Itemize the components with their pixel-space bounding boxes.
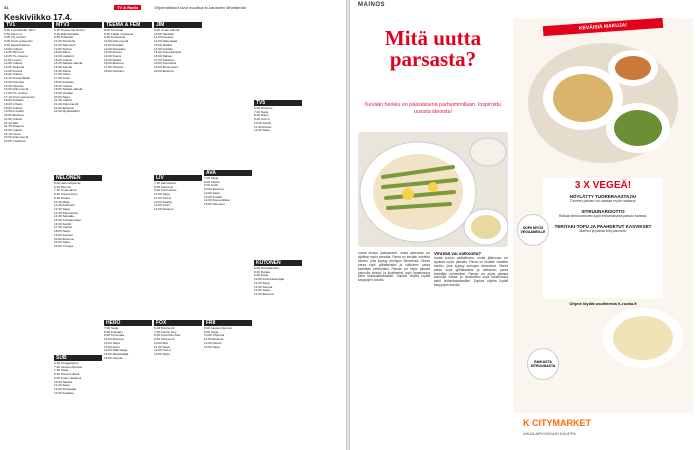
program-item: 9.00 Sarja: [204, 329, 219, 334]
program-item: 15.15 Salatut elämät: [54, 61, 83, 66]
program-item: 11.00 Elokuva: [204, 337, 224, 342]
program-item: 21.00 Uutiset: [4, 116, 23, 121]
program-item: 12.00 Pelastajat: [54, 386, 77, 391]
program-item: 14.00 Kotitalo: [154, 46, 173, 51]
program-item: 13.00 Kotiäiti: [204, 194, 222, 199]
program-item: 23.30 Myöhäisillan: [54, 109, 80, 114]
ad-item3-text: Marinoi ja paista tofu pannulla.: [579, 229, 627, 233]
program-item: 8.00 Kokkailu: [104, 329, 123, 334]
program-item: 10.00 Elokuva: [104, 337, 124, 342]
article-subheading: Vihreää vai valkoista?: [434, 252, 481, 256]
program-item: 10.00 Ohjelma: [204, 333, 225, 338]
program-item: 17.30 Kodit: [54, 76, 70, 81]
program-item: 15.00 Metsästäjät: [104, 351, 129, 356]
program-item: 10.00 Sankarit: [154, 31, 174, 36]
program-item: 17.00 Ostos: [54, 72, 71, 77]
program-item: 14.00 Elokuva: [254, 291, 274, 296]
program-item: 10.00 Dokumentti: [104, 39, 129, 44]
program-item: 19.30 A-studio: [4, 109, 24, 114]
program-item: 23.00 Yösarja: [54, 243, 74, 248]
program-item: 20.00 Elokuva: [154, 68, 174, 73]
program-item: 9.00 Suunnittelu: [154, 188, 177, 193]
tv-column-hero: [104, 320, 152, 445]
program-item: 7.00 Sarja: [254, 109, 269, 114]
headline: Mitä uutta parsasta?: [384, 26, 482, 71]
program-item: 18.00 Kotikatu: [54, 79, 74, 84]
program-item: 12.05 Tarinoita: [4, 65, 25, 70]
program-item: 10.00 Keittiö: [254, 120, 272, 125]
program-item: 10.00 Sarja: [154, 192, 170, 197]
day-heading: Keskiviikko 17.4.: [4, 12, 73, 22]
program-item: 12.30 Sarja: [54, 206, 70, 211]
channel-name: TV1: [4, 22, 52, 28]
program-item: 9.00 Toimintaa: [104, 333, 125, 338]
program-item: 10.00 Elokuva: [204, 187, 224, 192]
program-item: 11.00 Kauppa: [154, 35, 174, 40]
program-item: 13.00 Arkisto: [104, 50, 122, 55]
program-item: 15.00 Kauneus: [204, 201, 225, 206]
program-item: 22.00 Sarja: [54, 240, 70, 245]
program-item: 11.00 Sarja: [154, 344, 170, 349]
program-item: 6.00 Aamuohjelmat: [54, 181, 81, 185]
program-item: 11.00 Tosi-tv: [154, 195, 172, 200]
tv-column-nelonen: [54, 175, 102, 300]
program-item: 11.00 Sarja: [254, 280, 270, 285]
tv-column-tv5: [254, 100, 302, 250]
program-item: 17.00 Kalastus: [154, 57, 175, 62]
program-item: 18.30 Urheilu: [4, 102, 23, 107]
program-item: 23.00 Dokumentti: [4, 135, 29, 140]
program-item: 18.30 Uutiset: [54, 83, 73, 88]
program-item: 9.50 Kotikokki: [54, 35, 74, 40]
program-item: 11.00 Luonto: [4, 57, 22, 62]
program-item: 10.00 Kodinrakentajat: [254, 277, 285, 282]
advert-page: [350, 0, 696, 450]
program-item: 20.00 Sarja: [54, 94, 70, 99]
program-item: 8.00 Kauneus: [154, 184, 174, 189]
program-item: 8.00 American Dad: [154, 333, 181, 338]
program-item: 7.00 Family Guy: [154, 329, 177, 334]
header-note: Ohjelmatiedot sivut muuttua tv-kanavien lähettämän: [154, 5, 247, 10]
citymarket-logo: K CITYMARKET: [523, 418, 591, 428]
program-item: 14.00 Uutiset: [4, 72, 23, 77]
program-item: 13.00 Matkat: [154, 42, 172, 47]
channel-name: FOX: [154, 320, 202, 326]
program-item: 12.00 Tarinat: [54, 46, 72, 51]
program-item: 21.30 Dokumentti: [54, 102, 79, 107]
program-item: 12.00 Sarja: [104, 340, 120, 345]
ad-item3-title: TERIYAKI-TOFU JA PAAHDETUT KASVIKSET: [554, 224, 652, 229]
program-item: 19.00 Bordertown: [154, 65, 179, 70]
citymarket-ad: [513, 18, 693, 446]
program-item: 13.00 Sarja: [254, 288, 270, 293]
program-item: 13.00 Autot: [104, 344, 120, 349]
program-item: 19.00 Roiston: [54, 232, 74, 237]
program-item: 15.00 Uutiset: [54, 57, 73, 62]
program-item: 15.00 Sarja: [204, 344, 220, 349]
program-item: 10.00 Uutiset: [4, 46, 23, 51]
program-item: 22.00 Elokuva: [54, 105, 74, 110]
channel-name: KUTONEN: [254, 260, 302, 266]
program-item: 12.00 Sarja: [254, 128, 270, 133]
program-item: 19.00 Salatut elämät: [54, 87, 83, 92]
program-item: 16.00 Kauniit: [54, 65, 73, 70]
program-item: 15.30 Historia: [4, 83, 24, 88]
program-item: 13.00 Kodit: [154, 203, 170, 208]
program-item: 8.30 Kaikki muistavat: [104, 31, 134, 36]
program-item: 9.00 Kodit: [204, 183, 218, 188]
program-item: 13.00 Rikos: [54, 50, 71, 55]
channel-name: MTV3: [54, 22, 102, 28]
program-item: 8.00 Keittiö: [204, 179, 220, 184]
mainos-label: MAINOS: [358, 2, 385, 8]
program-item: 11.00 Musiikki: [104, 42, 124, 47]
program-item: 15.00 Huutokauppa: [154, 50, 182, 55]
ad-item1-title: HÖYLÄTTY TUORERAASTAJA!: [569, 194, 637, 199]
tv-column-ava: [204, 170, 252, 310]
program-item: 16.00 Dokumentti: [4, 87, 29, 92]
program-item: 10.30 Maja: [54, 199, 70, 204]
program-item: 11.00 Taloustori: [54, 42, 76, 47]
program-item: 22.00 Uutiset: [4, 127, 23, 132]
tv-column-teema-fem: [104, 22, 152, 167]
program-item: 14.00 Lääkärit: [54, 53, 74, 58]
article-col-1: [358, 252, 430, 447]
lead-text: Kevään herkku on pääsiäisenä parhaimmillaan. Inspiroidu uusista ideoista!: [365, 102, 501, 115]
program-item: 14.00 Rakentajat: [104, 348, 128, 353]
program-item: 21.15 Draama: [4, 124, 24, 129]
program-item: 13.00 Kotikatu: [54, 390, 74, 395]
ad-banner: KEVÄISIÄ MAKUJA!: [543, 18, 663, 36]
program-item: 8.00 Lastenohjelmat: [204, 326, 232, 330]
program-item: 8.30 Supernanny: [54, 192, 78, 197]
program-item: 9.00 Kodin ratkaisut: [54, 375, 82, 380]
program-item: 7.30 Unelmakoti: [54, 188, 77, 193]
program-item: 16.30 Keittiö: [54, 221, 72, 226]
program-item: 12.00 Rakentajat: [154, 39, 178, 44]
program-item: 5.00 Luontohetki: Meri...: [4, 28, 38, 32]
program-item: 6.00 Simpsonit: [154, 326, 175, 330]
program-item: 15.00 Matka: [104, 57, 122, 62]
program-item: 12.00 Uutiset: [4, 61, 23, 66]
program-item: 10.05 Strömsö: [4, 50, 25, 55]
channel-name: TEEMA & FEM: [104, 22, 152, 28]
program-item: 16.00 Kaupat: [104, 355, 123, 360]
program-item: 6.30 Chuggington: [54, 361, 79, 365]
program-item: 20.00 Elokuva: [4, 113, 24, 118]
program-item: 6.00 Ostos-tv: [254, 106, 273, 110]
badge-vegan: SOPII MYÖS VEGAANEILLE: [517, 214, 549, 246]
ad-item2-title: SITRUUNARISOTTO: [581, 209, 625, 214]
program-item: 13.30 Palomiehet: [54, 210, 79, 215]
program-item: 22.10 Laura: [4, 131, 21, 136]
program-item: 5.30 Aamu-tv: [4, 31, 23, 36]
program-item: 7.00 Lastenohjelmat: [54, 364, 82, 369]
asparagus-dish-image: [358, 132, 508, 247]
program-item: 14.00 Romantiikka: [204, 198, 230, 203]
channel-name: SUB: [54, 355, 102, 361]
program-item: 21.10 Sää: [4, 120, 19, 125]
program-item: 9.00 Tositarinat: [104, 35, 125, 40]
ad-offer-title: 3 X VEGEÄ!: [574, 180, 632, 191]
program-item: 18.00 Ostoslista: [154, 61, 177, 66]
program-item: 9.00 Tosi-tv: [254, 117, 270, 122]
tv-guide-page: [0, 0, 346, 450]
program-item: 17.10 Puoli seitsemän: [4, 94, 35, 99]
channel-name: LIV: [154, 175, 202, 181]
program-item: 7.00 Sarja: [204, 176, 219, 180]
program-item: 9.30 Ruoka: [54, 195, 70, 200]
ad-offer-box: [553, 180, 653, 233]
program-item: 8.00 Terveisiä: [104, 28, 124, 32]
tv-column-mtv3: [54, 22, 102, 172]
program-item: 9.25 Eläinsairaala: [54, 31, 79, 36]
tv-column-kutonen: [254, 260, 302, 410]
program-item: 10.35 Yle Areena: [4, 53, 28, 58]
program-item: 6.45 Muumit: [54, 184, 72, 189]
program-item: 18.00 Sarja: [54, 229, 70, 234]
program-item: 18.00 Kulttuuri: [104, 68, 124, 73]
program-item: 14.10 Puutarhatalk: [4, 76, 30, 81]
article-body-2: Kartta kuuluu pääsiäiseen, mutta jälkiruoan voi sijoittaa myös parsalla. Parsa on kevään odotettu herkku, joka kypsyy auringon lämmössä. Vihreä parsa sopii grillattavaksi ja valkoinen parsa keitetään pehmeäksi. Parsan voi myös paistaa pannulla voissa, ja lisukkeeksi sopii kananmuna sekä hollandaisekastike. Sopivia ohjeita löydät kauppojen sivuilta.: [434, 255, 508, 288]
program-item: 12.00 Reality: [154, 199, 173, 204]
program-item: 9.00 Yle Uutiset: [4, 35, 26, 40]
badge-lemon: RAIKASTA SITRUUNASTA: [527, 348, 559, 380]
program-item: 12.00 Kaupat: [254, 284, 273, 289]
program-item: 12.00 Klassikko: [104, 46, 126, 51]
program-item: 13.00 Kortteli: [4, 68, 23, 73]
program-item: 12.00 Tosi-tv: [154, 348, 172, 353]
program-item: 7.00 Aamukahvi: [154, 181, 177, 185]
program-item: 18.00 Kotikatu: [4, 98, 24, 103]
channel-name: AVA: [204, 170, 252, 176]
program-item: 10.00 Salatut: [54, 379, 73, 384]
program-item: 13.00 Sarja: [154, 351, 170, 356]
program-item: 13.00 Kauhu: [204, 340, 222, 345]
program-item: 9.00 Uudet elämät: [154, 28, 180, 32]
program-item: 23.55 Yöarkisto: [4, 139, 26, 144]
program-item: 8.00 Rahaa: [254, 269, 270, 274]
program-item: 19.30 Voittaja: [54, 90, 73, 95]
program-item: 20.00 Elokuva: [54, 236, 74, 241]
tv-column-frii: [204, 320, 252, 445]
program-item: 14.00 Draama: [154, 206, 174, 211]
ad-cta: Ohjeet löydät osoitteesta K-ruoka.fi: [569, 301, 637, 306]
program-item: 9.00 Sarja: [254, 273, 269, 278]
program-item: 8.00 Hämmentävä: [54, 372, 80, 377]
channel-name: TV5: [254, 100, 302, 106]
section-tag: TV & Radio: [114, 5, 145, 10]
program-item: 10.30 Puutarha: [54, 39, 76, 44]
article-body: Kartta kuuluu pääsiäiseen, mutta jälkiruoan voi sijoittaa myös parsalla. Parsa on kevään odotettu herkku, joka kypsyy auringon lämmössä. Vihreä parsa sopii grillattavaksi ja valkoinen parsa keitetään pehmeäksi. Parsan voi myös paistaa pannulla voissa, ja lisukkeeksi sopii kananmuna sekä hollandaisekastike. Sopivia ohjeita löydät kauppojen sivuilta.: [358, 252, 430, 283]
channel-name: HERO: [104, 320, 152, 326]
program-item: 16.00 Elokuva: [104, 61, 124, 66]
program-item: 16.00 Rahaa: [154, 53, 172, 58]
program-item: 14.30 Sairaala: [54, 214, 74, 219]
program-item: 19.00 Uutiset: [4, 105, 23, 110]
program-item: 10.00 Bob: [154, 340, 169, 345]
tv-column-tv1: [4, 22, 52, 322]
program-item: 6.00 Ostoskanava: [254, 266, 279, 270]
page-number: 34: [4, 5, 9, 10]
program-item: 11.30 Kulinaari: [54, 203, 75, 208]
article-col-2: [434, 252, 508, 447]
channel-name: JIM: [154, 22, 202, 28]
program-item: 12.00 Sarja: [204, 190, 220, 195]
tv-column-sub: [54, 355, 102, 445]
ad-item2-text: Raikas sitruunarisotto sopii erinomaisesti parsan kanssa.: [558, 214, 648, 218]
program-item: 8.00 Rikos: [254, 113, 269, 118]
ad-item1-text: Tuoreen parsan voi raastaa myös raakana.: [569, 199, 637, 203]
program-item: 7.00 Sarja: [104, 326, 119, 330]
program-item: 17.00 Historia: [104, 65, 124, 70]
program-item: 15.00 Kotimaa: [4, 79, 24, 84]
tv-column-liv: [154, 175, 202, 315]
program-item: 9.00 Simpsonit: [154, 337, 175, 342]
program-item: 7.30 Sarja: [54, 368, 69, 373]
program-item: 21.00 Uutiset: [54, 98, 73, 103]
channel-name: FRII: [204, 320, 252, 326]
program-item: 15.30 Kotirakentaja: [54, 218, 81, 223]
program-item: 14.00 Ruotsi: [104, 53, 122, 58]
program-item: 11.00 Ruoka: [254, 124, 272, 129]
program-item: 16.30 Päivä: [54, 68, 71, 73]
program-item: 9.35 Ajankohtainen: [4, 42, 31, 47]
program-item: 6.20 Huomenta Suomi: [54, 28, 85, 32]
tv-column-fox: [154, 320, 202, 445]
tv-column-jim: [154, 22, 202, 172]
program-item: 17.00 Yle Uutiset: [4, 90, 28, 95]
ad-slogan: AIKAA ARVOKKAIN KAUPPA: [523, 431, 576, 436]
program-item: 17.30 Uutiset: [54, 225, 73, 230]
channel-name: NELONEN: [54, 175, 102, 181]
program-item: 11.00 Sarja: [54, 383, 70, 388]
program-item: 9.05 Puoli seitsemän: [4, 39, 33, 44]
